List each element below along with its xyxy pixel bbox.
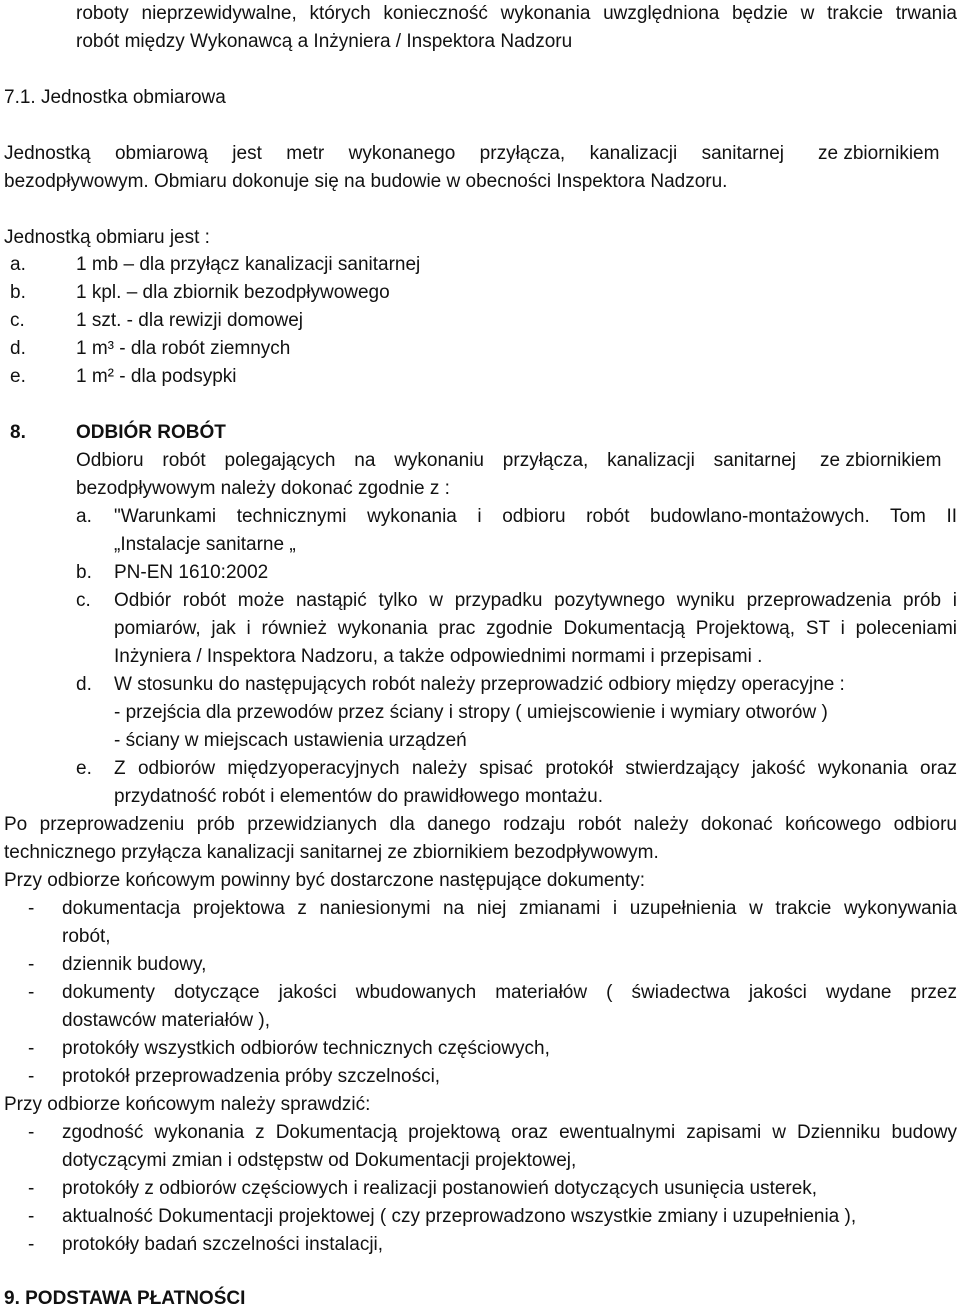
list-item: Odbiór robót może nastąpić tylko w przypadku pozytywnego wyniku przeprowadzenia prób i — [114, 590, 957, 611]
list-item: Z odbiorów międzyoperacyjnych należy spisać protokół stwierdzający jakość wykonania oraz — [114, 758, 957, 779]
section-title-9: 9. PODSTAWA PŁATNOŚCI — [4, 1288, 246, 1309]
list-marker: b. — [76, 562, 92, 583]
list-item: - przejścia dla przewodów przez ściany i stropy ( umiejscowienie i wymiary otworów ) — [114, 702, 828, 723]
body-text-line: bezodpływowym. Obmiaru dokonuje się na budowie w obecności Inspektora Nadzoru. — [4, 171, 728, 192]
list-item: PN-EN 1610:2002 — [114, 562, 269, 583]
list-marker: - — [28, 1206, 35, 1227]
list-item: 1 mb – dla przyłącz kanalizacji sanitarnej — [76, 254, 421, 275]
list-item: „Instalacje sanitarne „ — [114, 534, 296, 555]
list-marker: - — [28, 1038, 35, 1059]
list-item: 1 kpl. – dla zbiornik bezodpływowego — [76, 282, 390, 303]
list-item: dziennik budowy, — [62, 954, 207, 975]
list-marker: d. — [76, 674, 92, 695]
list-item: pomiarów, jak i również wykonania prac zgodnie Dokumentacją Projektową, ST i poleceniami — [114, 618, 957, 639]
list-item: protokóły z odbiorów częściowych i realizacji postanowień dotyczących usunięcia usterek, — [62, 1178, 818, 1199]
body-text-line: ze zbiornikiem — [820, 450, 942, 471]
list-marker: - — [28, 1234, 35, 1255]
list-item: dokumentacja projektowa z naniesionymi na niej zmianami i uzupełnienia w trakcie wykonywania — [62, 898, 957, 919]
list-marker: a. — [76, 506, 92, 527]
list-item: "Warunkami technicznymi wykonania i odbioru robót budowlano-montażowych. Tom II — [114, 506, 957, 527]
list-item: protokóły wszystkich odbiorów technicznych częściowych, — [62, 1038, 550, 1059]
body-text-line: Odbioru robót polegających na wykonaniu przyłącza, kanalizacji sanitarnej — [76, 450, 796, 471]
list-item: W stosunku do następujących robót należy przeprowadzić odbiory między operacyjne : — [114, 674, 845, 695]
list-marker: - — [28, 898, 35, 919]
list-item: zgodność wykonania z Dokumentacją projektową oraz ewentualnymi zapisami w Dzienniku budowy — [62, 1122, 957, 1143]
list-marker: - — [28, 1178, 35, 1199]
body-text-line: Jednostką obmiarową jest metr wykonanego przyłącza, kanalizacji sanitarnej — [4, 143, 784, 164]
list-marker: e. — [10, 366, 26, 387]
section-number-8: 8. — [10, 422, 26, 443]
list-marker: d. — [10, 338, 26, 359]
list-marker: b. — [10, 282, 26, 303]
list-marker: - — [28, 1066, 35, 1087]
body-text-line: ze zbiornikiem — [818, 143, 940, 164]
list-item: protokół przeprowadzenia próby szczelności, — [62, 1066, 441, 1087]
list-item: protokóły badań szczelności instalacji, — [62, 1234, 384, 1255]
list-marker: c. — [10, 310, 25, 331]
body-text-line: robót między Wykonawcą a Inżyniera / Inspektora Nadzoru — [76, 31, 573, 52]
list-marker: a. — [10, 254, 26, 275]
list-marker: - — [28, 982, 35, 1003]
list-item: 1 m² - dla podsypki — [76, 366, 237, 387]
list-marker: e. — [76, 758, 92, 779]
list-item: Inżyniera / Inspektora Nadzoru, a także odpowiednimi normami i przepisami . — [114, 646, 763, 667]
list-item: dostawców materiałów ), — [62, 1010, 271, 1031]
list-item: przydatność robót i elementów do prawidłowego montażu. — [114, 786, 603, 807]
body-text-line: bezodpływowym należy dokonać zgodnie z : — [76, 478, 450, 499]
list-item: 1 szt. - dla rewizji domowej — [76, 310, 304, 331]
check-intro: Przy odbiorze końcowym należy sprawdzić: — [4, 1094, 371, 1115]
list-marker: c. — [76, 590, 91, 611]
docs-intro: Przy odbiorze końcowym powinny być dostarczone następujące dokumenty: — [4, 870, 646, 891]
list-item: dotyczącymi zmian i odstępstw od Dokumentacji projektowej, — [62, 1150, 577, 1171]
list-marker: - — [28, 954, 35, 975]
list-item: dokumenty dotyczące jakości wbudowanych materiałów ( świadectwa jakości wydane przez — [62, 982, 957, 1003]
body-text-line: technicznego przyłącza kanalizacji sanitarnej ze zbiornikiem bezodpływowym. — [4, 842, 659, 863]
list-item: - ściany w miejscach ustawienia urządzeń — [114, 730, 467, 751]
units-intro: Jednostką obmiaru jest : — [4, 227, 210, 248]
section-title-8: ODBIÓR ROBÓT — [76, 422, 226, 443]
body-text-line: Po przeprowadzeniu prób przewidzianych dla danego rodzaju robót należy dokonać końcowego odbioru — [4, 814, 957, 835]
list-item: aktualność Dokumentacji projektowej ( czy przeprowadzono wszystkie zmiany i uzupełnienia ), — [62, 1206, 857, 1227]
body-text-line: roboty nieprzewidywalne, których konieczność wykonania uwzględniona będzie w trakcie trwania — [76, 3, 957, 24]
list-marker: - — [28, 1122, 35, 1143]
list-item: 1 m³ - dla robót ziemnych — [76, 338, 291, 359]
section-heading-7-1: 7.1. Jednostka obmiarowa — [4, 87, 226, 108]
list-item: robót, — [62, 926, 111, 947]
